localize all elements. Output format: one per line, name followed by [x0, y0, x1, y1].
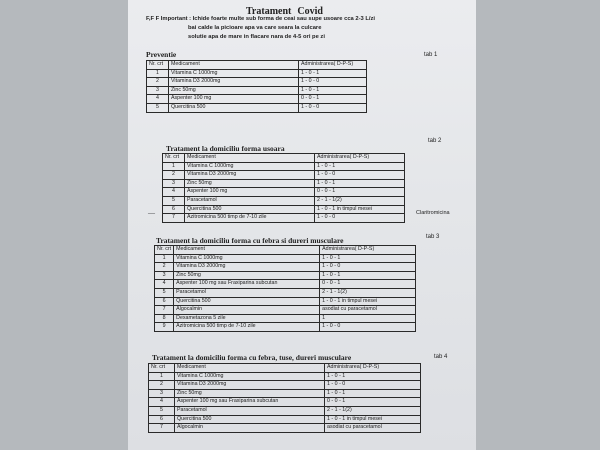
table-row: 1 Vitamina C 1000mg 1 - 0 - 1 [163, 162, 405, 171]
document-page [128, 0, 476, 450]
table-row: 3 Zinc 50mg 1 - 0 - 1 [155, 271, 416, 280]
medication-table-2 [162, 153, 405, 223]
medication-table-3 [154, 245, 416, 332]
table-row: 2 Vitamina D3 2000mg 1 - 0 - 0 [155, 263, 416, 272]
medication-table-4 [148, 363, 421, 433]
column-header-medicament: Medicament [169, 61, 299, 70]
section-heading-forma-usoara: Tratament la domiciliu forma usoara [166, 144, 285, 153]
section-heading-febra-dureri: Tratament la domiciliu forma cu febra si dureri musculare [156, 236, 344, 245]
table-row: 3 Zinc 50mg 1 - 0 - 1 [149, 389, 421, 398]
table-row: 1 Vitamina C 1000mg 1 - 0 - 1 [147, 69, 367, 78]
medication-table-1 [146, 60, 367, 113]
table-row: 7 Algocalmin asodiat cu paracetamol [149, 424, 421, 433]
table-row: 5 Paracetamol 2 - 1 - 1(2) [149, 406, 421, 415]
table-row: 8 Dexametazona 5 zile 1 [155, 314, 416, 323]
table-header-row: Nr. crt Medicament Administrarea( D-P-S) [155, 246, 416, 255]
table-row: 1 Vitamina C 1000mg 1 - 0 - 1 [149, 372, 421, 381]
section-heading-preventie: Preventie [146, 50, 177, 59]
section-heading-febra-tuse: Tratament la domiciliu forma cu febra, tuse, dureri musculare [152, 353, 352, 362]
table-row: 4 Aspenter 100 mg 0 - 0 - 1 [163, 188, 405, 197]
table-row: 2 Vitamina D3 2000mg 1 - 0 - 0 [149, 381, 421, 390]
table-row: 5 Paracetamol 2 - 1 - 1(2) [155, 288, 416, 297]
table-header-row [147, 61, 367, 70]
table-row: 4 Aspenter 100 mg sau Fraxiparina subcutan 0 - 0 - 1 [149, 398, 421, 407]
table-row: 9 Azitromicina 500 timp de 7-10 zile 1 - 0 - 0 [155, 323, 416, 332]
tab-number-4: tab 4 [434, 354, 448, 360]
table-row: 4 Aspenter 100 mg sau Fraxiparina subcutan 0 - 0 - 1 [155, 280, 416, 289]
table-header-row: Nr. crt Medicament Administrarea( D-P-S) [149, 364, 421, 373]
table-row: 6 Quercitina 500 1 - 0 - 1 in timpul mesei [155, 297, 416, 306]
table-row: 6 Quercitina 500 1 - 0 - 1 in timpul mesei [149, 415, 421, 424]
important-note-line-3: solutie apa de mare in flacare nara de 4-5 ori pe zi [188, 34, 325, 40]
table-row: 3 Zinc 50mg 1 - 0 - 1 [147, 86, 367, 95]
tab-number-2: tab 2 [428, 138, 442, 144]
table-row: 7 Azitromicina 500 timp de 7-10 zile 1 - 0 - 0 [163, 214, 405, 223]
pen-mark: — [148, 209, 155, 217]
table-row: 2 Vitamina D3 2000mg 1 - 0 - 0 [147, 78, 367, 87]
column-header-nr: Nr. crt [147, 61, 169, 70]
table-header-row: Nr. crt Medicament Administrarea( D-P-S) [163, 154, 405, 163]
table-row: 2 Vitamina D3 2000mg 1 - 0 - 0 [163, 171, 405, 180]
tab-number-3: tab 3 [426, 234, 440, 240]
column-header-administrare: Administrarea( D-P-S) [299, 61, 367, 70]
important-note-line-2: bai calde la picioare apa va care seara la culcare [188, 25, 322, 31]
table-row: 1 Vitamina C 1000mg 1 - 0 - 1 [155, 254, 416, 263]
table-row: 4 Aspenter 100 mg 0 - 0 - 1 [147, 95, 367, 104]
table-row: 5 Quercitina 500 1 - 0 - 0 [147, 103, 367, 112]
side-note-claritromicina: Claritromicina [416, 210, 450, 216]
table-row: 5 Paracetamol 2 - 1 - 1(2) [163, 196, 405, 205]
table-row: 6 Quercitina 500 1 - 0 - 1 in timpul mesei [163, 205, 405, 214]
page-title: Tratament Covid [246, 6, 323, 17]
tab-number-1: tab 1 [424, 52, 438, 58]
table-row: 3 Zinc 50mg 1 - 0 - 1 [163, 179, 405, 188]
table-row: 7 Algocalmin asodiat cu paracetamol [155, 306, 416, 315]
important-note-line-1: F,F F Important : Ichide foarte multe sub forma de ceai sau supe usoare cca 2-3 L/zi [146, 16, 376, 22]
